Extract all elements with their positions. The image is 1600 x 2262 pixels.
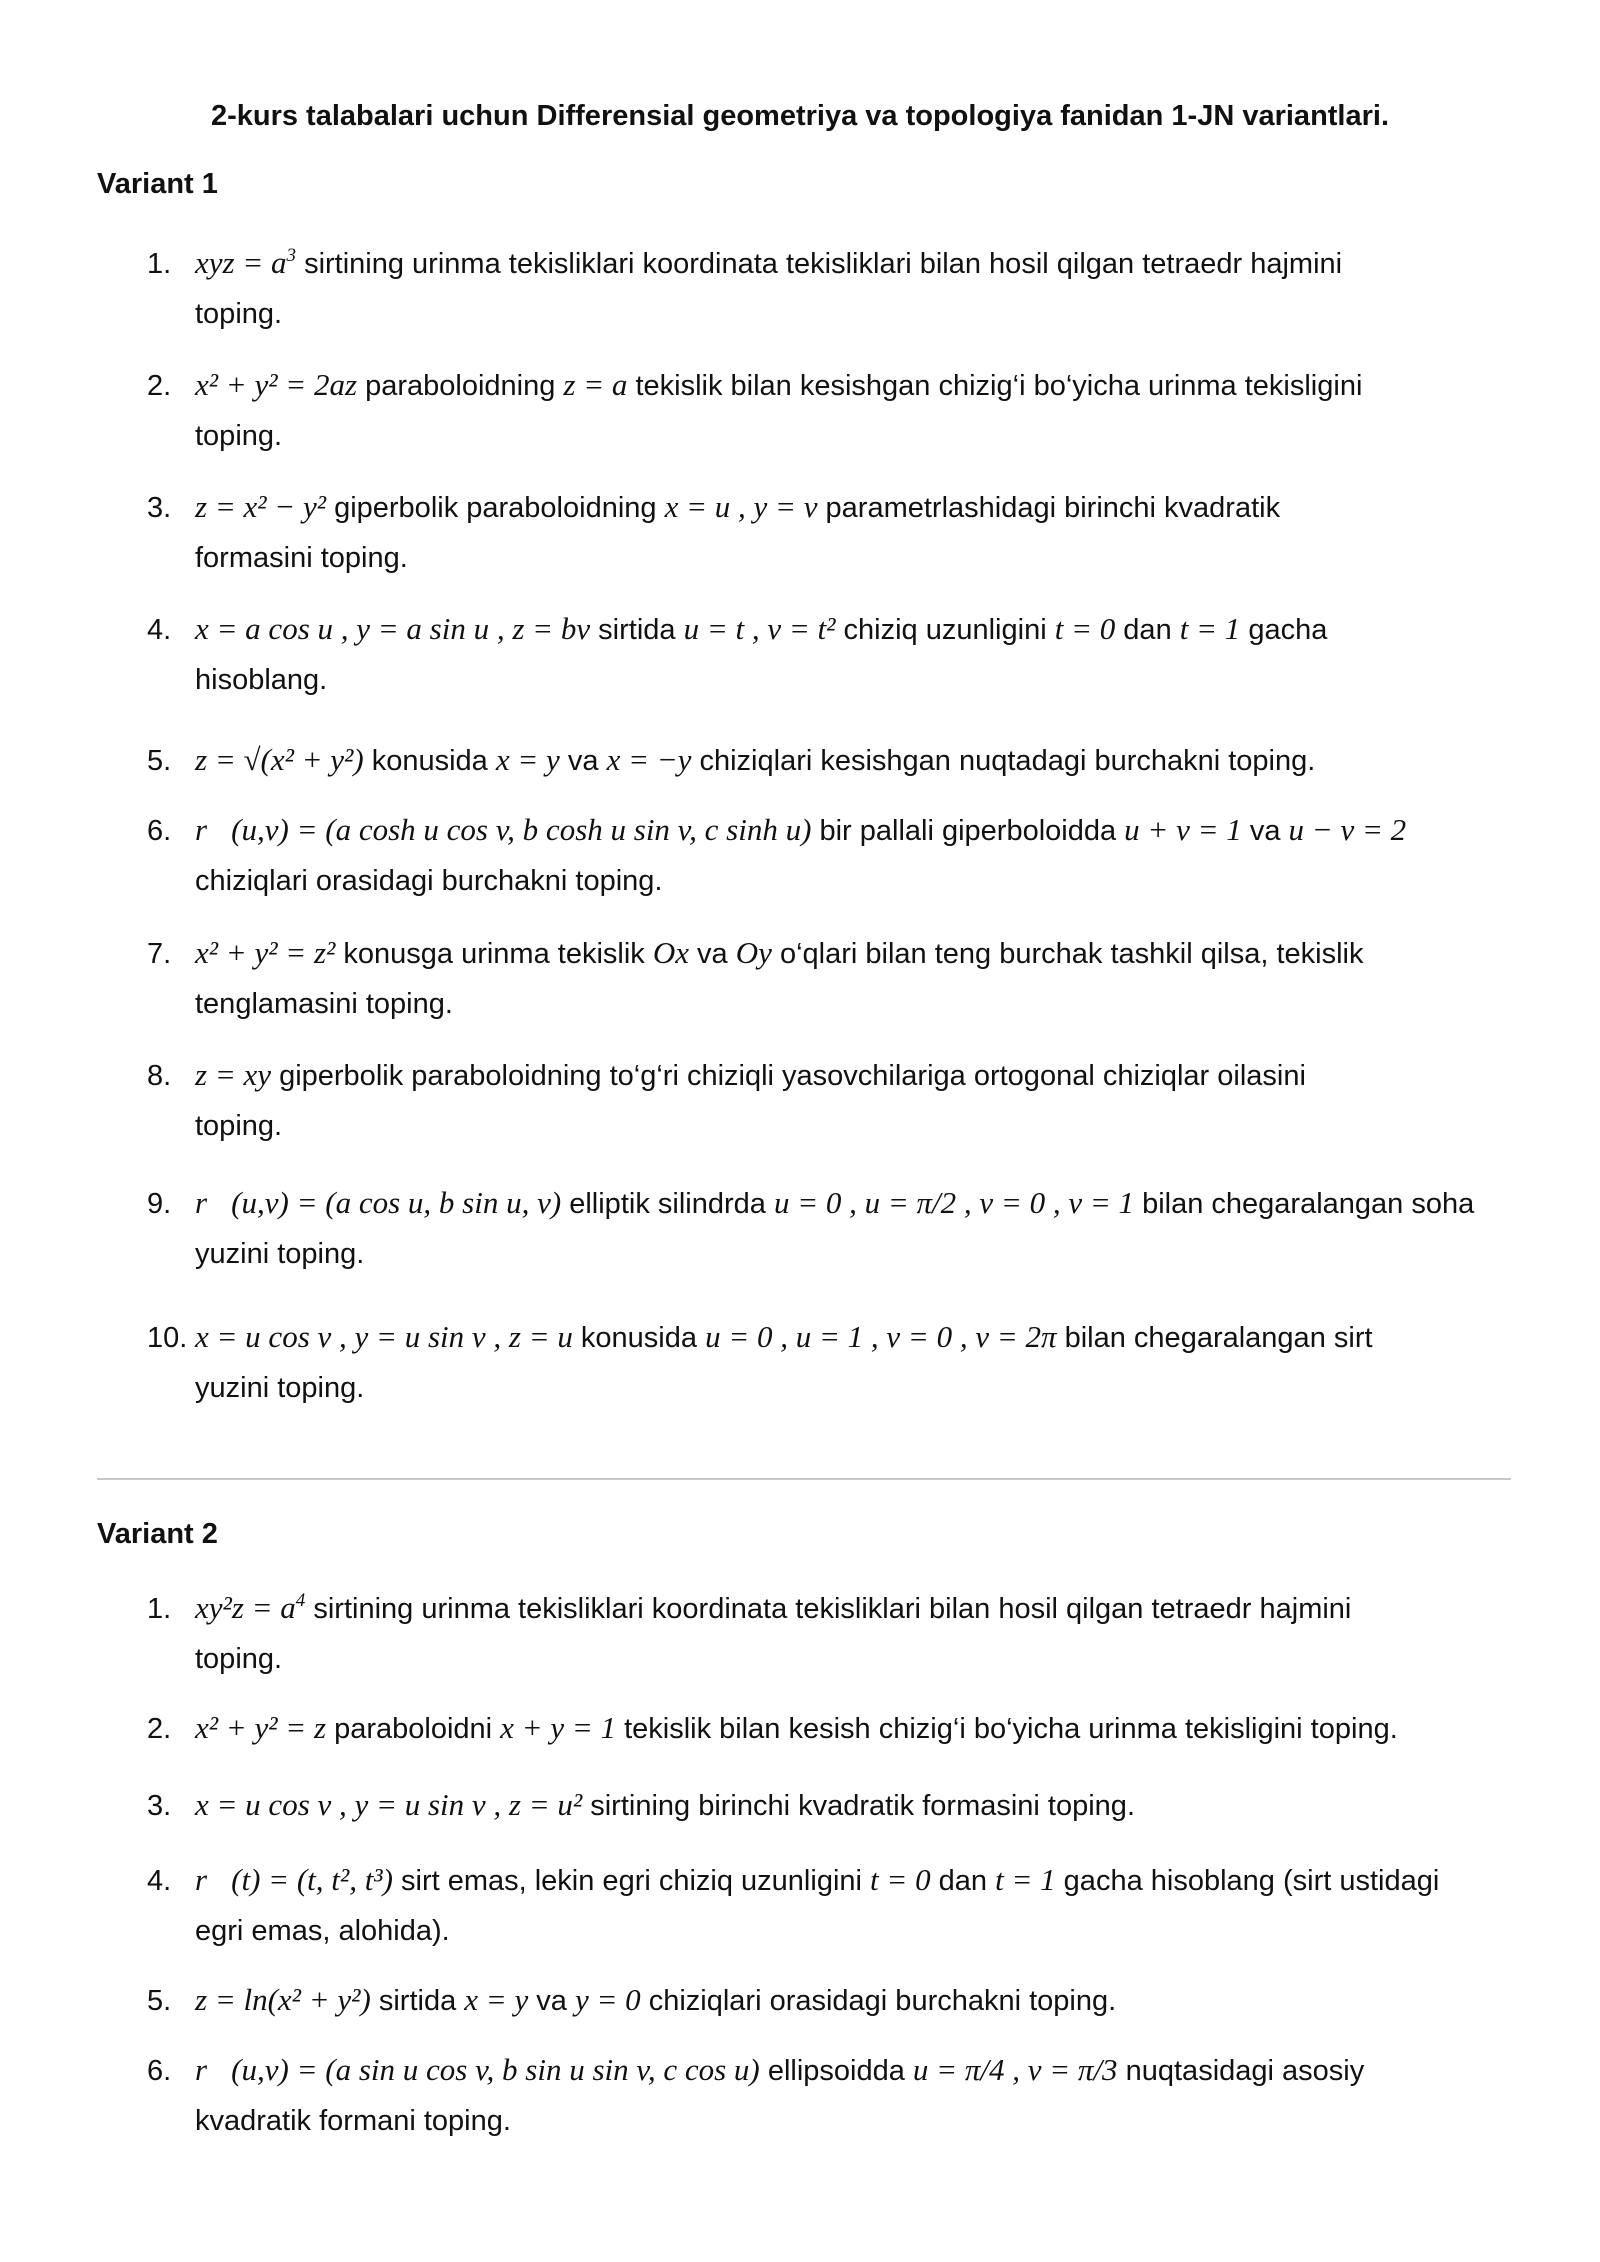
problem-number: 7. bbox=[147, 938, 172, 970]
math-expression: x = −y bbox=[606, 742, 692, 777]
math-expression: x = u cos v , y = u sin v , z = u² bbox=[195, 1787, 583, 1822]
problem-text: gacha bbox=[1240, 614, 1328, 646]
problem-number: 1. bbox=[147, 248, 172, 280]
problem-number: 3. bbox=[147, 492, 172, 524]
problem-text: tenglamasini toping. bbox=[195, 988, 453, 1020]
problem-text: paraboloidni bbox=[326, 1713, 501, 1745]
problem-text: konusida bbox=[572, 1322, 706, 1354]
math-expression: x = y bbox=[464, 1982, 529, 2017]
problem-number: 2. bbox=[147, 1713, 172, 1745]
math-expression: r⃗(u,v) = (a cosh u cos v, b cosh u sin v, c sinh u) bbox=[195, 812, 812, 847]
math-expression: $xy^2z = a^4$ bbox=[195, 1590, 306, 1625]
problem-number: 4. bbox=[147, 1865, 172, 1897]
problem-item bbox=[147, 928, 1517, 1029]
problem-number: 8. bbox=[147, 1060, 172, 1092]
problem-text: toping. bbox=[195, 1110, 283, 1142]
problem-item bbox=[147, 2045, 1517, 2146]
problem-text: formasini toping. bbox=[195, 542, 408, 574]
problem-item bbox=[147, 1975, 1517, 2026]
math-expression: r⃗(t) = (t, t², t³) bbox=[195, 1862, 393, 1897]
problem-text: va bbox=[689, 938, 736, 970]
problem-text: chiziqlari orasidagi burchakni toping. bbox=[640, 1985, 1117, 2017]
problem-text: dan bbox=[930, 1865, 996, 1897]
problem-number: 4. bbox=[147, 614, 172, 646]
math-expression: u − v = 2 bbox=[1288, 812, 1407, 847]
math-expression: x² + y² = z² bbox=[195, 935, 336, 970]
problem-text: bilan chegaralangan sirt bbox=[1056, 1322, 1373, 1354]
problem-text: sirtida bbox=[590, 614, 684, 646]
problem-text: va bbox=[528, 1985, 575, 2017]
problem-text: va bbox=[1241, 815, 1289, 847]
math-expression: x + y = 1 bbox=[500, 1710, 617, 1745]
problem-text: toping. bbox=[195, 420, 283, 452]
problem-text: ellipsoidda bbox=[759, 2055, 913, 2087]
problem-item bbox=[147, 1855, 1517, 1956]
math-expression: u = 0 , u = π/2 , v = 0 , v = 1 bbox=[773, 1185, 1135, 1220]
problem-text: yuzini toping. bbox=[195, 1372, 365, 1404]
math-expression: z = a bbox=[563, 367, 628, 402]
math-expression: xyz = $a^3$ bbox=[195, 245, 297, 280]
problem-text: elliptik silindrda bbox=[561, 1188, 774, 1220]
math-expression: t = 1 bbox=[995, 1862, 1056, 1897]
problem-text: paraboloidning bbox=[357, 370, 564, 402]
problem-item bbox=[147, 1178, 1517, 1279]
problem-number: 3. bbox=[147, 1790, 172, 1822]
problem-item bbox=[147, 735, 1517, 786]
math-expression: Oy bbox=[735, 935, 772, 970]
math-expression: u = 0 , u = 1 , v = 0 , v = 2π bbox=[705, 1319, 1057, 1354]
problem-text: gacha hisoblang (sirt ustidagi bbox=[1055, 1865, 1440, 1897]
math-exponent: 3 bbox=[286, 245, 297, 266]
problem-text: sirtining urinma tekisliklari koordinata tekisliklari bilan hosil qilgan tetraedr hajmini bbox=[305, 1593, 1352, 1625]
math-expression: z = ln(x² + y²) bbox=[195, 1982, 371, 2017]
math-expression: r⃗(u,v) = (a sin u cos v, b sin u sin v, c cos u) bbox=[195, 2052, 760, 2087]
problem-text: sirtining birinchi kvadratik formasini toping. bbox=[582, 1790, 1135, 1822]
math-expression: z = x² − y² bbox=[195, 489, 327, 524]
problem-item bbox=[147, 1050, 1517, 1151]
problem-text: konusga urinma tekislik bbox=[335, 938, 653, 970]
problem-text: nuqtasidagi asosiy bbox=[1117, 2055, 1365, 2087]
problem-text: parametrlashidagi birinchi kvadratik bbox=[817, 492, 1281, 524]
math-expression: t = 1 bbox=[1179, 611, 1241, 646]
math-expression: y = 0 bbox=[574, 1982, 641, 2017]
problem-text: yuzini toping. bbox=[195, 1238, 365, 1270]
problem-item bbox=[147, 238, 1517, 339]
problem-text: bilan chegaralangan soha bbox=[1134, 1188, 1475, 1220]
variant-heading: Variant 1 bbox=[97, 168, 218, 200]
problem-text: konusida bbox=[363, 745, 496, 777]
problem-item bbox=[147, 805, 1517, 906]
problem-item bbox=[147, 360, 1517, 461]
problem-item bbox=[147, 1703, 1517, 1754]
problem-number: 6. bbox=[147, 2055, 172, 2087]
problem-number: 6. bbox=[147, 815, 172, 847]
math-expression: x = a cos u , y = a sin u , z = bv bbox=[195, 611, 591, 646]
problem-number: 1. bbox=[147, 1593, 172, 1625]
problem-item bbox=[147, 1312, 1517, 1413]
math-expression: x = y bbox=[495, 742, 560, 777]
math-expression: z = xy bbox=[195, 1057, 272, 1092]
problem-text: bir pallali giperboloidda bbox=[811, 815, 1125, 847]
problem-number: 5. bbox=[147, 745, 172, 777]
problem-text: egri emas, alohida). bbox=[195, 1915, 450, 1947]
problem-text: kvadratik formani toping. bbox=[195, 2105, 511, 2137]
problem-text: hisoblang. bbox=[195, 664, 328, 696]
problem-number: 5. bbox=[147, 1985, 172, 2017]
math-expression: t = 0 bbox=[870, 1862, 931, 1897]
math-expression: x = u cos v , y = u sin v , z = u bbox=[195, 1319, 573, 1354]
problem-text: chiziqlari kesishgan nuqtadagi burchakni toping. bbox=[691, 745, 1316, 777]
math-expression: z = √(x² + y²) bbox=[195, 742, 364, 777]
problem-item bbox=[147, 482, 1517, 583]
math-expression: x = u , y = v bbox=[664, 489, 818, 524]
problem-item bbox=[147, 604, 1517, 705]
math-expression: t = 0 bbox=[1054, 611, 1116, 646]
problem-number: 10. bbox=[147, 1322, 188, 1354]
problem-number: 2. bbox=[147, 370, 172, 402]
problem-text: sirtida bbox=[370, 1985, 465, 2017]
problem-text: toping. bbox=[195, 298, 283, 330]
problem-text: sirt emas, lekin egri chiziq uzunligini bbox=[392, 1865, 871, 1897]
math-expression: u + v = 1 bbox=[1124, 812, 1242, 847]
variant-heading: Variant 2 bbox=[97, 1518, 218, 1550]
math-expression: u = t , v = t² bbox=[683, 611, 836, 646]
math-expression: x² + y² = 2az bbox=[195, 367, 358, 402]
problem-text: o‘qlari bilan teng burchak tashkil qilsa, tekislik bbox=[771, 938, 1364, 970]
math-exponent: 4 bbox=[295, 1590, 306, 1611]
problem-text: toping. bbox=[195, 1643, 283, 1675]
problem-number: 9. bbox=[147, 1188, 172, 1220]
problem-text: chiziq uzunligini bbox=[835, 614, 1055, 646]
problem-text: chiziqlari orasidagi burchakni toping. bbox=[195, 865, 663, 897]
problem-text: dan bbox=[1115, 614, 1180, 646]
section-divider bbox=[97, 1478, 1511, 1480]
math-expression: u = π/4 , v = π/3 bbox=[912, 2052, 1118, 2087]
document-title: 2-kurs talabalari uchun Differensial geometriya va topologiya fanidan 1-JN variantlari. bbox=[210, 100, 1390, 132]
problem-text: tekislik bilan kesish chizig‘i bo‘yicha urinma tekisligini toping. bbox=[616, 1713, 1398, 1745]
problem-text: sirtining urinma tekisliklari koordinata tekisliklari bilan hosil qilgan tetraedr hajmini bbox=[296, 248, 1343, 280]
problem-text: va bbox=[559, 745, 607, 777]
problem-item bbox=[147, 1780, 1517, 1831]
math-expression: x² + y² = z bbox=[195, 1710, 327, 1745]
problem-item bbox=[147, 1583, 1517, 1684]
math-expression: Ox bbox=[652, 935, 689, 970]
problem-text: tekislik bilan kesishgan chizig‘i bo‘yicha urinma tekisligini bbox=[627, 370, 1363, 402]
problem-text: giperbolik paraboloidning bbox=[326, 492, 665, 524]
math-expression: r⃗(u,v) = (a cos u, b sin u, v) bbox=[195, 1185, 562, 1220]
problem-text: giperbolik paraboloidning to‘g‘ri chiziqli yasovchilariga ortogonal chiziqlar oilasini bbox=[271, 1060, 1306, 1092]
